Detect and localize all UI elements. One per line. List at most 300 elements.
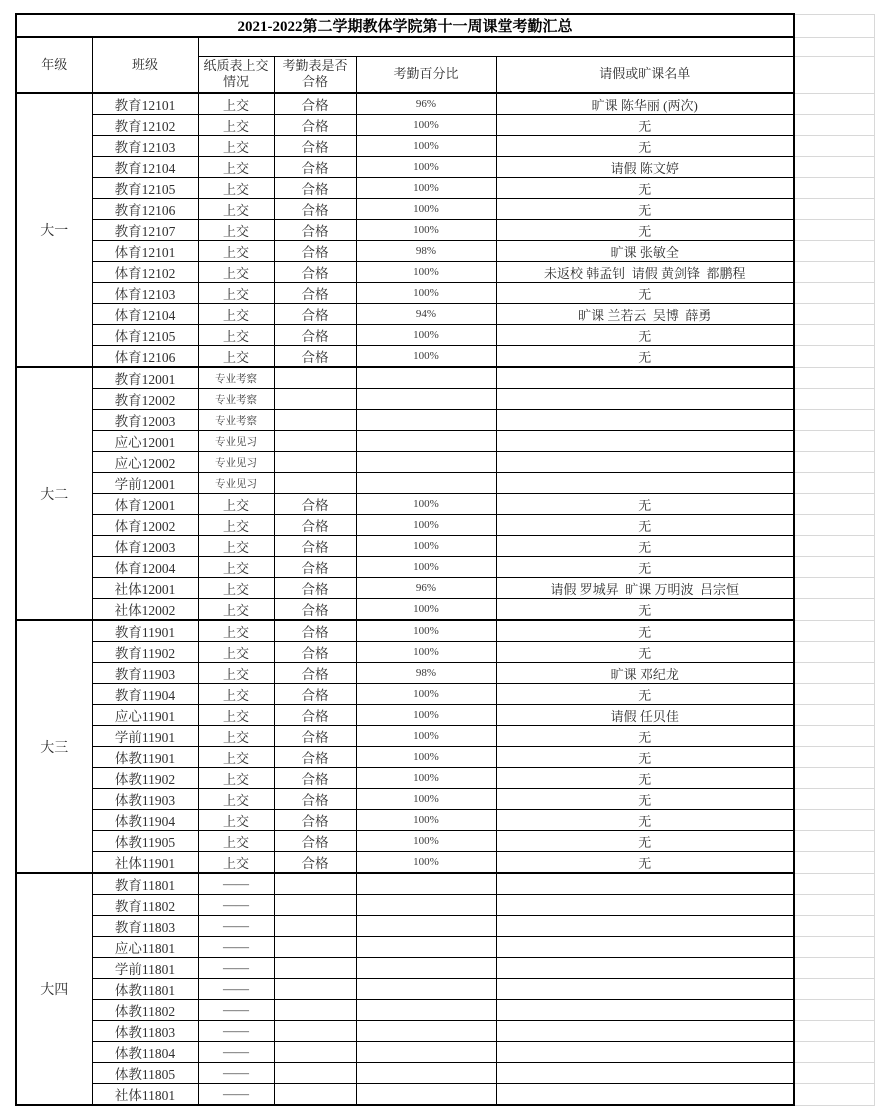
table-row [16,578,874,599]
percent-cell [356,1042,496,1063]
class-cell: 教育11801 [92,873,198,895]
paper-status-cell: —— [198,873,274,895]
class-cell: 体育12105 [92,325,198,346]
qualified-cell: 合格 [274,789,356,810]
paper-status-cell: 上交 [198,346,274,368]
names-cell: 请假 任贝佳 [496,705,794,726]
names-cell: 无 [496,199,794,220]
names-cell: 无 [496,642,794,663]
class-cell: 社体11901 [92,852,198,874]
names-cell [496,389,794,410]
names-cell: 请假 陈文婷 [496,157,794,178]
ghost-cell [794,452,874,473]
percent-cell: 100% [356,515,496,536]
percent-cell: 96% [356,93,496,115]
qualified-cell [274,367,356,389]
qualified-cell [274,473,356,494]
paper-status-cell: 上交 [198,178,274,199]
names-cell [496,895,794,916]
paper-status-cell: —— [198,1000,274,1021]
percent-cell: 98% [356,663,496,684]
percent-cell: 100% [356,178,496,199]
table-row [16,494,874,515]
attendance-table [15,13,875,1106]
header-class: 班级 [92,37,198,93]
class-cell: 应心12002 [92,452,198,473]
percent-cell: 100% [356,346,496,368]
table-row [16,367,874,389]
table-row [16,1042,874,1063]
names-cell: 无 [496,283,794,304]
qualified-cell [274,916,356,937]
paper-status-cell: 上交 [198,304,274,325]
percent-cell [356,389,496,410]
percent-cell [356,473,496,494]
paper-status-cell: 上交 [198,241,274,262]
title-row [16,14,874,37]
table-row [16,958,874,979]
table-row [16,199,874,220]
paper-status-cell: 上交 [198,831,274,852]
qualified-cell: 合格 [274,494,356,515]
qualified-cell [274,895,356,916]
ghost-cell [794,283,874,304]
qualified-cell [274,431,356,452]
ghost-cell [794,599,874,621]
qualified-cell [274,937,356,958]
paper-status-cell: 上交 [198,93,274,115]
percent-cell: 100% [356,199,496,220]
percent-cell [356,431,496,452]
names-cell [496,1021,794,1042]
ghost-cell [794,1063,874,1084]
table-row [16,241,874,262]
class-cell: 教育12101 [92,93,198,115]
percent-cell [356,410,496,431]
table-row [16,1084,874,1106]
percent-cell [356,1084,496,1106]
percent-cell: 100% [356,136,496,157]
table-row [16,410,874,431]
names-cell [496,958,794,979]
qualified-cell: 合格 [274,515,356,536]
ghost-cell [794,56,874,93]
paper-status-cell: —— [198,895,274,916]
percent-cell [356,979,496,1000]
grade-cell: 大三 [16,620,92,873]
class-cell: 教育11802 [92,895,198,916]
names-cell [496,1000,794,1021]
qualified-cell: 合格 [274,810,356,831]
table-row [16,346,874,368]
ghost-cell [794,810,874,831]
class-cell: 教育11902 [92,642,198,663]
names-cell: 无 [496,115,794,136]
paper-status-cell: —— [198,1042,274,1063]
qualified-cell: 合格 [274,768,356,789]
class-cell: 学前12001 [92,473,198,494]
names-cell [496,431,794,452]
qualified-cell: 合格 [274,831,356,852]
class-cell: 教育12001 [92,367,198,389]
names-cell: 无 [496,831,794,852]
names-cell: 无 [496,768,794,789]
table-row [16,1021,874,1042]
percent-cell: 100% [356,620,496,642]
header-absence-list: 请假或旷课名单 [496,56,794,93]
percent-cell: 100% [356,599,496,621]
ghost-cell [794,789,874,810]
qualified-cell [274,452,356,473]
percent-cell: 94% [356,304,496,325]
paper-status-cell: 上交 [198,325,274,346]
names-cell: 无 [496,620,794,642]
qualified-cell [274,1042,356,1063]
table-row [16,620,874,642]
qualified-cell: 合格 [274,241,356,262]
qualified-cell: 合格 [274,620,356,642]
percent-cell [356,958,496,979]
paper-status-cell: 上交 [198,578,274,599]
ghost-cell [794,115,874,136]
paper-status-cell: 上交 [198,515,274,536]
percent-cell [356,873,496,895]
table-row [16,895,874,916]
table-row [16,937,874,958]
table-row [16,873,874,895]
qualified-cell: 合格 [274,684,356,705]
qualified-cell: 合格 [274,705,356,726]
ghost-cell [794,958,874,979]
class-cell: 体教11905 [92,831,198,852]
names-cell: 无 [496,684,794,705]
table-row [16,557,874,578]
table-row [16,115,874,136]
ghost-cell [794,726,874,747]
paper-status-cell: 上交 [198,663,274,684]
percent-cell: 100% [356,220,496,241]
qualified-cell [274,1063,356,1084]
names-cell: 旷课 张敏全 [496,241,794,262]
table-row [16,220,874,241]
percent-cell: 100% [356,536,496,557]
names-cell: 未返校 韩孟钊 请假 黄剑锋 都鹏程 [496,262,794,283]
names-cell [496,979,794,1000]
names-cell [496,1084,794,1106]
paper-status-cell: —— [198,1084,274,1106]
table-row [16,684,874,705]
ghost-cell [794,37,874,56]
ghost-cell [794,873,874,895]
ghost-cell [794,93,874,115]
class-cell: 体教11903 [92,789,198,810]
class-cell: 教育12104 [92,157,198,178]
percent-cell [356,895,496,916]
table-row [16,431,874,452]
percent-cell: 100% [356,768,496,789]
percent-cell: 100% [356,157,496,178]
qualified-cell [274,410,356,431]
qualified-cell: 合格 [274,93,356,115]
ghost-cell [794,220,874,241]
ghost-cell [794,389,874,410]
percent-cell: 100% [356,684,496,705]
paper-status-cell: 专业考察 [198,410,274,431]
table-row [16,304,874,325]
table-row [16,1063,874,1084]
ghost-cell [794,642,874,663]
table-row [16,389,874,410]
ghost-cell [794,768,874,789]
ghost-cell [794,367,874,389]
ghost-cell [794,515,874,536]
class-cell: 应心12001 [92,431,198,452]
class-cell: 体育12002 [92,515,198,536]
ghost-cell [794,916,874,937]
paper-status-cell: 上交 [198,620,274,642]
paper-status-cell: 上交 [198,726,274,747]
ghost-cell [794,241,874,262]
paper-status-cell: 上交 [198,115,274,136]
qualified-cell: 合格 [274,178,356,199]
ghost-cell [794,14,874,37]
paper-status-cell: 上交 [198,747,274,768]
paper-status-cell: 上交 [198,136,274,157]
table-row [16,515,874,536]
class-cell: 社体11801 [92,1084,198,1106]
names-cell: 无 [496,536,794,557]
paper-status-cell: 上交 [198,557,274,578]
ghost-cell [794,536,874,557]
qualified-cell [274,958,356,979]
class-cell: 教育11904 [92,684,198,705]
ghost-cell [794,1000,874,1021]
names-cell: 旷课 邓纪龙 [496,663,794,684]
names-cell: 无 [496,810,794,831]
class-cell: 体育12106 [92,346,198,368]
class-cell: 体教11902 [92,768,198,789]
percent-cell [356,1021,496,1042]
paper-status-cell: 上交 [198,810,274,831]
header-attendance-qualified: 考勤表是否合格 [274,56,356,93]
table-row [16,325,874,346]
names-cell [496,1042,794,1063]
names-cell: 无 [496,557,794,578]
percent-cell [356,937,496,958]
table-row [16,642,874,663]
percent-cell: 100% [356,747,496,768]
class-cell: 体育12003 [92,536,198,557]
ghost-cell [794,178,874,199]
table-row [16,768,874,789]
ghost-cell [794,494,874,515]
ghost-cell [794,136,874,157]
class-cell: 教育12105 [92,178,198,199]
qualified-cell [274,389,356,410]
qualified-cell: 合格 [274,578,356,599]
qualified-cell: 合格 [274,852,356,874]
class-cell: 教育11901 [92,620,198,642]
table-row [16,747,874,768]
percent-cell: 100% [356,642,496,663]
names-cell: 无 [496,325,794,346]
ghost-cell [794,705,874,726]
ghost-cell [794,410,874,431]
qualified-cell [274,979,356,1000]
table-row [16,599,874,621]
class-cell: 教育12002 [92,389,198,410]
qualified-cell: 合格 [274,663,356,684]
qualified-cell: 合格 [274,199,356,220]
class-cell: 教育12106 [92,199,198,220]
class-cell: 教育11903 [92,663,198,684]
ghost-cell [794,895,874,916]
ghost-cell [794,852,874,874]
paper-status-cell: 上交 [198,494,274,515]
paper-status-cell: 上交 [198,536,274,557]
grade-cell: 大四 [16,873,92,1105]
qualified-cell: 合格 [274,346,356,368]
qualified-cell: 合格 [274,325,356,346]
names-cell: 无 [496,726,794,747]
paper-status-cell: 专业考察 [198,367,274,389]
percent-cell [356,452,496,473]
ghost-cell [794,325,874,346]
percent-cell [356,367,496,389]
class-cell: 学前11901 [92,726,198,747]
paper-status-cell: 上交 [198,705,274,726]
names-cell [496,873,794,895]
ghost-cell [794,979,874,1000]
header-paper-submission: 纸质表上交情况 [198,56,274,93]
names-cell [496,473,794,494]
names-cell: 旷课 兰若云 吴博 薛勇 [496,304,794,325]
table-row [16,1000,874,1021]
names-cell: 无 [496,220,794,241]
names-cell: 无 [496,136,794,157]
table-row [16,452,874,473]
percent-cell: 100% [356,831,496,852]
qualified-cell: 合格 [274,262,356,283]
paper-status-cell: 上交 [198,199,274,220]
ghost-cell [794,937,874,958]
ghost-cell [794,557,874,578]
ghost-cell [794,1042,874,1063]
percent-cell: 98% [356,241,496,262]
class-cell: 社体12001 [92,578,198,599]
table-row [16,536,874,557]
paper-status-cell: 上交 [198,599,274,621]
table-row [16,979,874,1000]
header-grade: 年级 [16,37,92,93]
qualified-cell: 合格 [274,115,356,136]
class-cell: 体教11801 [92,979,198,1000]
class-cell: 体育12104 [92,304,198,325]
class-cell: 教育12103 [92,136,198,157]
header-spacer-row [16,37,874,56]
percent-cell: 100% [356,557,496,578]
table-row [16,852,874,874]
class-cell: 教育12102 [92,115,198,136]
class-cell: 体教11904 [92,810,198,831]
qualified-cell [274,873,356,895]
names-cell: 无 [496,599,794,621]
paper-status-cell: 上交 [198,789,274,810]
percent-cell: 100% [356,262,496,283]
names-cell [496,1063,794,1084]
names-cell: 无 [496,747,794,768]
class-cell: 体育12001 [92,494,198,515]
paper-status-cell: —— [198,1021,274,1042]
ghost-cell [794,473,874,494]
qualified-cell: 合格 [274,726,356,747]
percent-cell [356,1063,496,1084]
paper-status-cell: 上交 [198,852,274,874]
names-cell: 无 [496,494,794,515]
qualified-cell: 合格 [274,536,356,557]
paper-status-cell: —— [198,937,274,958]
paper-status-cell: 专业见习 [198,452,274,473]
table-row [16,705,874,726]
ghost-cell [794,747,874,768]
grade-cell: 大一 [16,93,92,367]
names-cell: 无 [496,789,794,810]
grade-cell: 大二 [16,367,92,620]
paper-status-cell: 专业见习 [198,473,274,494]
names-cell [496,937,794,958]
percent-cell: 100% [356,852,496,874]
qualified-cell: 合格 [274,642,356,663]
percent-cell: 100% [356,283,496,304]
percent-cell: 100% [356,494,496,515]
class-cell: 教育12107 [92,220,198,241]
class-cell: 体教11805 [92,1063,198,1084]
table-row [16,136,874,157]
class-cell: 体教11901 [92,747,198,768]
qualified-cell: 合格 [274,557,356,578]
table-row [16,726,874,747]
percent-cell: 100% [356,115,496,136]
table-row [16,178,874,199]
class-cell: 体教11804 [92,1042,198,1063]
ghost-cell [794,431,874,452]
percent-cell: 100% [356,810,496,831]
paper-status-cell: 上交 [198,157,274,178]
ghost-cell [794,262,874,283]
ghost-cell [794,663,874,684]
names-cell: 旷课 陈华丽 (两次) [496,93,794,115]
class-cell: 社体12002 [92,599,198,621]
paper-status-cell: 专业考察 [198,389,274,410]
paper-status-cell: —— [198,979,274,1000]
percent-cell [356,916,496,937]
class-cell: 体教11803 [92,1021,198,1042]
ghost-cell [794,304,874,325]
class-cell: 体育12103 [92,283,198,304]
qualified-cell: 合格 [274,599,356,621]
ghost-cell [794,578,874,599]
table-row [16,789,874,810]
header-attendance-percentage: 考勤百分比 [356,56,496,93]
class-cell: 体育12101 [92,241,198,262]
percent-cell: 100% [356,705,496,726]
class-cell: 体育12102 [92,262,198,283]
paper-status-cell: 上交 [198,220,274,241]
table-row [16,916,874,937]
qualified-cell [274,1084,356,1106]
percent-cell: 100% [356,325,496,346]
table-row [16,810,874,831]
